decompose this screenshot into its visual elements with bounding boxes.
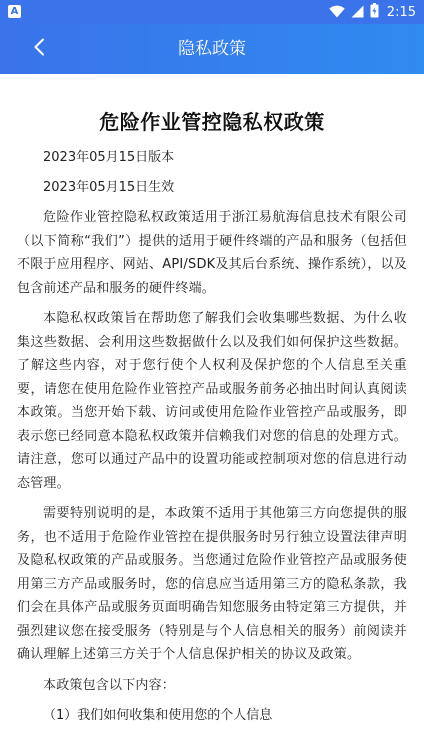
signal-icon (351, 3, 364, 22)
paragraph-third-party: 需要特别说明的是，本政策不适用于其他第三方向您提供的服务，也不适用于危险作业管控在提供服务时另行独立设置法律声明及隐私权政策的产品或服务。当您通过危险作业管控产品或服务使用第三方产品或服务时，您的信息应当适用第三方的隐私条款，我们会在具体产品或服务页面明确告知您服务由特定第三方提供，并强烈建议您在接受服务（特别是与个人信息相关的服务）前阅读并确认理解上述第三方关于个人信息保护相关的协议及政策。 (17, 506, 407, 662)
policy-content[interactable] (0, 74, 424, 755)
chevron-left-icon (33, 38, 45, 60)
battery-icon (370, 3, 379, 22)
back-button[interactable] (24, 34, 54, 64)
page-title: 隐私政策 (178, 39, 246, 59)
list-item: （1）我们如何收集和使用您的个人信息 (43, 708, 273, 723)
notification-icon: A (8, 5, 21, 18)
document-title: 危险作业管控隐私权政策 (99, 110, 325, 134)
app-bar (0, 24, 424, 74)
status-bar (0, 0, 424, 24)
effective-date-line: 2023年05月15日生效 (43, 180, 175, 195)
paragraph-purpose: 本隐私权政策旨在帮助您了解我们会收集哪些数据、为什么收集这些数据、会利用这些数据做什么以及我们如何保护这些数据。了解这些内容，对于您行使个人权利及保护您的个人信息至关重要，请您在使用危险作业管控产品或服务前务必抽出时间认真阅读本政策。当您开始下载、访问或使用危险作业管控产品或服务，即表示您已经同意本隐私权政策并信赖我们对您的信息的处理方式。请注意，您可以通过产品中的设置功能或控制项对您的信息进行动态管理。 (17, 311, 407, 491)
status-time: 2:15 (386, 4, 416, 20)
version-line: 2023年05月15日版本 (43, 150, 175, 165)
wifi-icon (329, 3, 345, 22)
paragraph-contents-intro: 本政策包含以下内容： (43, 677, 176, 693)
status-icons (329, 3, 416, 21)
paragraph-scope: 危险作业管控隐私权政策适用于浙江易航海信息技术有限公司 （以下简称“我们”）提供的适用于硬件终端的产品和服务（包括但不限于应用程序、网站、API/SDK及其后台系统、操作系统），以及包含前述产品和服务的硬件终端。 (17, 210, 407, 296)
